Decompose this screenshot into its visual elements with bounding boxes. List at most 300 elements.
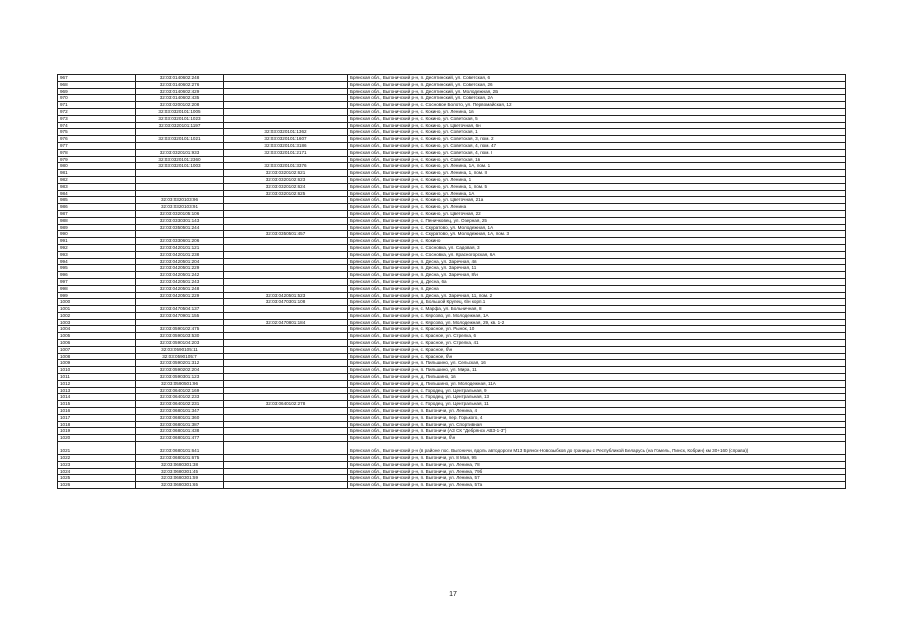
table-row bbox=[58, 156, 846, 163]
cadastral-number-cell: 32:03:0590105:7 bbox=[136, 353, 224, 360]
table-row bbox=[58, 183, 846, 190]
table-row bbox=[58, 414, 846, 421]
address-cell: Брянская обл., Выгоничский р-н, с. Городец, ул. Центральная, 11 bbox=[348, 401, 846, 408]
cadastral-number-cell: 32:03:0680101:438 bbox=[136, 428, 224, 435]
table-row bbox=[58, 238, 846, 245]
row-number-cell: 1007 bbox=[58, 346, 136, 353]
cadastral-number-cell: 32:03:0320103:91 bbox=[136, 204, 224, 211]
linked-cadastral-number-cell: 32:03:0640102:278 bbox=[224, 401, 348, 408]
linked-cadastral-number-cell bbox=[224, 210, 348, 217]
table-row bbox=[58, 278, 846, 285]
cadastral-number-cell: 32:03:0680101:347 bbox=[136, 408, 224, 415]
cadastral-number-cell bbox=[136, 319, 224, 326]
table-row bbox=[58, 272, 846, 279]
cadastral-number-cell: 32:03:0680301:38 bbox=[136, 461, 224, 468]
row-number-cell: 986 bbox=[58, 204, 136, 211]
cadastral-number-cell: 32:03:0680301:45 bbox=[136, 468, 224, 475]
address-cell: Брянская обл., Выгоничский р-н, с. Красное, ул. Рынок, 10 bbox=[348, 326, 846, 333]
row-number-cell: 976 bbox=[58, 136, 136, 143]
table-row bbox=[58, 435, 846, 442]
linked-cadastral-number-cell bbox=[224, 204, 348, 211]
table-row bbox=[58, 163, 846, 170]
address-cell: Брянская обл., Выгоничский р-н, с. Кокино, ул. Ленина, 1А, пом. 1 bbox=[348, 163, 846, 170]
table-row bbox=[58, 129, 846, 136]
cadastral-number-cell: 32:03:0330301:143 bbox=[136, 217, 224, 224]
cadastral-number-cell: 32:03:0590201:312 bbox=[136, 360, 224, 367]
address-cell: Брянская обл., Выгоничский р-н, с. Кокино, ул. Ленина, 1, пом. 5 bbox=[348, 183, 846, 190]
table-row bbox=[58, 115, 846, 122]
address-cell: Брянская обл., Выгоничский р-н, с. Сосновка, ул. Садовая, 3 bbox=[348, 244, 846, 251]
row-number-cell: 1003 bbox=[58, 319, 136, 326]
row-number-cell: 1006 bbox=[58, 340, 136, 347]
address-cell: Брянская обл., Выгоничский р-н, с. Сосновое Болото, ул. Первомайская, 12 bbox=[348, 102, 846, 109]
linked-cadastral-number-cell bbox=[224, 387, 348, 394]
row-number-cell: 996 bbox=[58, 272, 136, 279]
cadastral-number-cell bbox=[136, 299, 224, 306]
table-row bbox=[58, 102, 846, 109]
row-number-cell: 1018 bbox=[58, 421, 136, 428]
table-row bbox=[58, 468, 846, 475]
address-cell: Брянская обл., Выгоничский р-н, п. Десна, ул. Заречная, 11 bbox=[348, 265, 846, 272]
address-cell: Брянская обл., Выгоничский р-н, п. Выгоничи, ул. 8 Мая, 95 bbox=[348, 455, 846, 462]
linked-cadastral-number-cell bbox=[224, 244, 348, 251]
row-number-cell: 1022 bbox=[58, 455, 136, 462]
linked-cadastral-number-cell bbox=[224, 238, 348, 245]
table-row bbox=[58, 394, 846, 401]
table-row bbox=[58, 88, 846, 95]
row-number-cell: 985 bbox=[58, 197, 136, 204]
table-row bbox=[58, 170, 846, 177]
cadastral-number-cell: 32:03:0420101:238 bbox=[136, 251, 224, 258]
table-row bbox=[58, 482, 846, 489]
table-row bbox=[58, 421, 846, 428]
address-cell: Брянская обл., Выгоничский р-н, п. Десятинский, ул. Советская, 6 bbox=[348, 75, 846, 82]
linked-cadastral-number-cell: 32:03:0320101:1362 bbox=[224, 129, 348, 136]
cadastral-number-cell: 32:03:0320103:96 bbox=[136, 197, 224, 204]
address-cell: Брянская обл., Выгоничский р-н, п. Выгоничи, ул. Ленина, 57 bbox=[348, 475, 846, 482]
linked-cadastral-number-cell bbox=[224, 394, 348, 401]
table-row bbox=[58, 408, 846, 415]
linked-cadastral-number-cell bbox=[224, 265, 348, 272]
cadastral-number-cell: 32:03:0590104:203 bbox=[136, 340, 224, 347]
row-number-cell: 1005 bbox=[58, 333, 136, 340]
cadastral-number-cell: 32:03:0320101:1021 bbox=[136, 136, 224, 143]
cadastral-number-cell: 32:03:0320101:1003 bbox=[136, 163, 224, 170]
table-row bbox=[58, 265, 846, 272]
cadastral-number-cell: 32:03:0680101:641 bbox=[136, 442, 224, 455]
table-row bbox=[58, 360, 846, 367]
linked-cadastral-number-cell bbox=[224, 414, 348, 421]
row-number-cell: 977 bbox=[58, 142, 136, 149]
table-row bbox=[58, 210, 846, 217]
row-number-cell: 970 bbox=[58, 95, 136, 102]
row-number-cell: 975 bbox=[58, 129, 136, 136]
address-cell: Брянская обл., Выгоничский р-н, с. Кокино, ул. Советская, 1в bbox=[348, 156, 846, 163]
row-number-cell: 973 bbox=[58, 115, 136, 122]
linked-cadastral-number-cell: 32:03:0320101:3376 bbox=[224, 163, 348, 170]
cadastral-number-cell: 32:03:0140602:276 bbox=[136, 81, 224, 88]
address-cell: Брянская обл., Выгоничский р-н, п. Выгоничи, б\н bbox=[348, 435, 846, 442]
row-number-cell: 979 bbox=[58, 156, 136, 163]
linked-cadastral-number-cell bbox=[224, 455, 348, 462]
table-row bbox=[58, 367, 846, 374]
linked-cadastral-number-cell: 32:03:0320102:624 bbox=[224, 183, 348, 190]
address-cell: Брянская обл., Выгоничский р-н (в районе пос. Выгоничи, вдоль автодороги М13 Брянск-Новозыбков до границы с Республикой Беларусь (на Гомель, Пинск, Кобрин) км 30+160 (справа)) bbox=[348, 442, 846, 455]
linked-cadastral-number-cell bbox=[224, 75, 348, 82]
linked-cadastral-number-cell bbox=[224, 333, 348, 340]
row-number-cell: 982 bbox=[58, 176, 136, 183]
cadastral-number-cell bbox=[136, 170, 224, 177]
linked-cadastral-number-cell bbox=[224, 115, 348, 122]
linked-cadastral-number-cell bbox=[224, 285, 348, 292]
linked-cadastral-number-cell bbox=[224, 251, 348, 258]
table-row bbox=[58, 197, 846, 204]
row-number-cell: 1023 bbox=[58, 461, 136, 468]
cadastral-number-cell: 32:03:0320101:2360 bbox=[136, 156, 224, 163]
cadastral-number-cell: 32:03:0420501:229 bbox=[136, 292, 224, 299]
address-cell: Брянская обл., Выгоничский р-н, с. Кокино, ул. Цветочная, 22 bbox=[348, 210, 846, 217]
table-row bbox=[58, 81, 846, 88]
address-cell: Брянская обл., Выгоничский р-н, с. Кокино, ул. Ленина, 1А bbox=[348, 190, 846, 197]
cadastral-number-cell: 32:03:0320101:933 bbox=[136, 149, 224, 156]
property-register-table bbox=[57, 74, 846, 489]
address-cell: Брянская обл., Выгоничский р-н, с. Кокино, ул. Цветочная, 21а bbox=[348, 197, 846, 204]
linked-cadastral-number-cell: 32:03:0470301:108 bbox=[224, 299, 348, 306]
row-number-cell: 1020 bbox=[58, 435, 136, 442]
table-row bbox=[58, 244, 846, 251]
row-number-cell: 1002 bbox=[58, 312, 136, 319]
table-row bbox=[58, 285, 846, 292]
cadastral-number-cell: 32:03:0140602:429 bbox=[136, 88, 224, 95]
cadastral-number-cell: 32:03:0140602:435 bbox=[136, 95, 224, 102]
table-row bbox=[58, 204, 846, 211]
row-number-cell: 981 bbox=[58, 170, 136, 177]
address-cell: Брянская обл., Выгоничский р-н, с. Кокино, ул. Цветочная, 6н bbox=[348, 122, 846, 129]
address-cell: Брянская обл., Выгоничский р-н, п. Выгоничи, пер. Горького, 4 bbox=[348, 414, 846, 421]
linked-cadastral-number-cell bbox=[224, 224, 348, 231]
table-row bbox=[58, 306, 846, 313]
linked-cadastral-number-cell bbox=[224, 428, 348, 435]
row-number-cell: 1011 bbox=[58, 374, 136, 381]
address-cell: Брянская обл., Выгоничский р-н, с. Красное, ул. Стрелка, 6 bbox=[348, 333, 846, 340]
cadastral-number-cell bbox=[136, 176, 224, 183]
cadastral-number-cell: 32:03:0320101:1197 bbox=[136, 122, 224, 129]
linked-cadastral-number-cell bbox=[224, 88, 348, 95]
table-row bbox=[58, 346, 846, 353]
address-cell: Брянская обл., Выгоничский р-н, п. Выгоничи, ул. Спортивная bbox=[348, 421, 846, 428]
cadastral-number-cell: 32:03:0640102:233 bbox=[136, 394, 224, 401]
cadastral-number-cell: 32:03:0680301:59 bbox=[136, 475, 224, 482]
linked-cadastral-number-cell bbox=[224, 95, 348, 102]
cadastral-number-cell: 32:03:0420501:229 bbox=[136, 265, 224, 272]
row-number-cell: 984 bbox=[58, 190, 136, 197]
address-cell: Брянская обл., Выгоничский р-н, с. Марфа, ул. Больничная, 8 bbox=[348, 306, 846, 313]
linked-cadastral-number-cell bbox=[224, 346, 348, 353]
linked-cadastral-number-cell: 32:03:0420501:523 bbox=[224, 292, 348, 299]
table-row bbox=[58, 428, 846, 435]
cadastral-number-cell: 32:03:0420501:242 bbox=[136, 272, 224, 279]
row-number-cell: 967 bbox=[58, 75, 136, 82]
page-number: 17 bbox=[449, 591, 457, 598]
linked-cadastral-number-cell bbox=[224, 102, 348, 109]
cadastral-number-cell bbox=[136, 190, 224, 197]
cadastral-number-cell: 32:03:0420501:243 bbox=[136, 278, 224, 285]
cadastral-number-cell: 32:03:0350501:244 bbox=[136, 224, 224, 231]
cadastral-number-cell bbox=[136, 183, 224, 190]
table-row bbox=[58, 319, 846, 326]
linked-cadastral-number-cell bbox=[224, 374, 348, 381]
cadastral-number-cell: 32:03:0320105:106 bbox=[136, 210, 224, 217]
address-cell: Брянская обл., Выгоничский р-н, д. Большой Крупец, 6\н корп.1 bbox=[348, 299, 846, 306]
row-number-cell: 1026 bbox=[58, 482, 136, 489]
address-cell: Брянская обл., Выгоничский р-н, с. Пеничковец, ул. Озерная, 25 bbox=[348, 217, 846, 224]
table-row bbox=[58, 442, 846, 455]
row-number-cell: 1014 bbox=[58, 394, 136, 401]
linked-cadastral-number-cell: 32:03:0320101:3186 bbox=[224, 142, 348, 149]
linked-cadastral-number-cell bbox=[224, 435, 348, 442]
address-cell: Брянская обл., Выгоничский р-н, д. Пильшино, ул. Молодежная, 11А bbox=[348, 380, 846, 387]
table-row bbox=[58, 340, 846, 347]
address-cell: Брянская обл., Выгоничский р-н, п. Десна bbox=[348, 285, 846, 292]
row-number-cell: 969 bbox=[58, 88, 136, 95]
table-row bbox=[58, 176, 846, 183]
row-number-cell: 1008 bbox=[58, 353, 136, 360]
linked-cadastral-number-cell bbox=[224, 81, 348, 88]
address-cell: Брянская обл., Выгоничский р-н, п. Пильшино, ул. Мира, 11 bbox=[348, 367, 846, 374]
cadastral-number-cell bbox=[136, 142, 224, 149]
address-cell: Брянская обл., Выгоничский р-н, п. Десна, ул. Заречная, 8\н bbox=[348, 272, 846, 279]
address-cell: Брянская обл., Выгоничский р-н, п. Выгоничи (АЗ СК "Дебрянск АВЗ-1-3") bbox=[348, 428, 846, 435]
address-cell: Брянская обл., Выгоничский р-н, с. Кокино, ул. Советская, 4, пом. 47 bbox=[348, 142, 846, 149]
linked-cadastral-number-cell bbox=[224, 312, 348, 319]
row-number-cell: 983 bbox=[58, 183, 136, 190]
linked-cadastral-number-cell bbox=[224, 442, 348, 455]
address-cell: Брянская обл., Выгоничский р-н, с. Кокино, ул. Советская, 1 bbox=[348, 129, 846, 136]
table-row bbox=[58, 142, 846, 149]
cadastral-number-cell: 32:03:0200102:208 bbox=[136, 102, 224, 109]
cadastral-number-cell: 32:03:0680301:65 bbox=[136, 482, 224, 489]
table-row bbox=[58, 108, 846, 115]
linked-cadastral-number-cell: 32:03:0320102:625 bbox=[224, 190, 348, 197]
cadastral-number-cell: 32:03:0320101:1023 bbox=[136, 115, 224, 122]
row-number-cell: 1021 bbox=[58, 442, 136, 455]
linked-cadastral-number-cell bbox=[224, 326, 348, 333]
address-cell: Брянская обл., Выгоничский р-н, д. Десна, 6а bbox=[348, 278, 846, 285]
row-number-cell: 1013 bbox=[58, 387, 136, 394]
row-number-cell: 1009 bbox=[58, 360, 136, 367]
cadastral-number-cell: 32:03:0680101:360 bbox=[136, 414, 224, 421]
table-row bbox=[58, 149, 846, 156]
linked-cadastral-number-cell: 32:03:0320101:2171 bbox=[224, 149, 348, 156]
cadastral-number-cell: 32:03:0420501:248 bbox=[136, 285, 224, 292]
cadastral-number-cell: 32:03:0470901:155 bbox=[136, 312, 224, 319]
table-row bbox=[58, 258, 846, 265]
table-row bbox=[58, 387, 846, 394]
row-number-cell: 991 bbox=[58, 238, 136, 245]
cadastral-number-cell: 32:03:0680101:477 bbox=[136, 435, 224, 442]
row-number-cell: 1024 bbox=[58, 468, 136, 475]
cadastral-number-cell: 32:03:0590501:96 bbox=[136, 380, 224, 387]
linked-cadastral-number-cell bbox=[224, 408, 348, 415]
table-row bbox=[58, 224, 846, 231]
row-number-cell: 1016 bbox=[58, 408, 136, 415]
address-cell: Брянская обл., Выгоничский р-н, с. Кокино, ул. Ленина, 1, пом. II bbox=[348, 170, 846, 177]
cadastral-number-cell: 32:03:0590301:123 bbox=[136, 374, 224, 381]
address-cell: Брянская обл., Выгоничский р-н, с. Красное, б\н bbox=[348, 346, 846, 353]
table-row bbox=[58, 95, 846, 102]
cadastral-number-cell: 32:03:0590103:530 bbox=[136, 333, 224, 340]
table-body bbox=[58, 75, 846, 489]
row-number-cell: 1025 bbox=[58, 475, 136, 482]
row-number-cell: 971 bbox=[58, 102, 136, 109]
table-row bbox=[58, 333, 846, 340]
cadastral-number-cell: 32:03:0420501:204 bbox=[136, 258, 224, 265]
linked-cadastral-number-cell bbox=[224, 380, 348, 387]
row-number-cell: 989 bbox=[58, 224, 136, 231]
cadastral-number-cell: 32:03:0590202:204 bbox=[136, 367, 224, 374]
row-number-cell: 988 bbox=[58, 217, 136, 224]
address-cell: Брянская обл., Выгоничский р-н, с. Сосновка, ул. Красногорская, 6А bbox=[348, 251, 846, 258]
cadastral-number-cell: 32:03:0140602:248 bbox=[136, 75, 224, 82]
address-cell: Брянская обл., Выгоничский р-н, с. Городец, ул. Центральная, 9 bbox=[348, 387, 846, 394]
address-cell: Брянская обл., Выгоничский р-н, с. Скуратово, ул. Молодежная, 1А bbox=[348, 224, 846, 231]
linked-cadastral-number-cell bbox=[224, 367, 348, 374]
cadastral-number-cell bbox=[136, 231, 224, 238]
row-number-cell: 980 bbox=[58, 163, 136, 170]
address-cell: Брянская обл., Выгоничский р-н, п. Выгоничи, ул. Ленина, 4 bbox=[348, 408, 846, 415]
cadastral-number-cell bbox=[136, 129, 224, 136]
row-number-cell: 1000 bbox=[58, 299, 136, 306]
linked-cadastral-number-cell: 32:03:0320102:623 bbox=[224, 176, 348, 183]
row-number-cell: 997 bbox=[58, 278, 136, 285]
table-row bbox=[58, 190, 846, 197]
cadastral-number-cell: 32:03:0330601:206 bbox=[136, 238, 224, 245]
address-cell: Брянская обл., Выгоничский р-н, с. Кярсово, ул. Молодежная, 1А bbox=[348, 312, 846, 319]
row-number-cell: 1004 bbox=[58, 326, 136, 333]
row-number-cell: 995 bbox=[58, 265, 136, 272]
address-cell: Брянская обл., Выгоничский р-н, п. Выгоничи, ул. Ленина, 79б bbox=[348, 468, 846, 475]
linked-cadastral-number-cell bbox=[224, 197, 348, 204]
cadastral-number-cell: 32:03:0680101:387 bbox=[136, 421, 224, 428]
address-cell: Брянская обл., Выгоничский р-н, с. Кокино, ул. Ленина, 1в bbox=[348, 108, 846, 115]
address-cell: Брянская обл., Выгоничский р-н, с. Кокино, ул. Советская, 4, пом. I bbox=[348, 149, 846, 156]
linked-cadastral-number-cell bbox=[224, 306, 348, 313]
table-row bbox=[58, 299, 846, 306]
row-number-cell: 992 bbox=[58, 244, 136, 251]
cadastral-number-cell: 32:03:0420101:121 bbox=[136, 244, 224, 251]
linked-cadastral-number-cell: 32:03:0320101:1607 bbox=[224, 136, 348, 143]
row-number-cell: 1015 bbox=[58, 401, 136, 408]
table-row bbox=[58, 353, 846, 360]
cadastral-number-cell: 32:03:0590102:475 bbox=[136, 326, 224, 333]
table-row bbox=[58, 461, 846, 468]
linked-cadastral-number-cell bbox=[224, 475, 348, 482]
cadastral-number-cell: 32:03:0640102:169 bbox=[136, 387, 224, 394]
address-cell: Брянская обл., Выгоничский р-н, с. Кярсово, ул. Молодежная, 29, кв. 1-2 bbox=[348, 319, 846, 326]
address-cell: Брянская обл., Выгоничский р-н, п. Десна, ул. Заречная, 4в bbox=[348, 258, 846, 265]
cadastral-number-cell: 32:03:0470504:137 bbox=[136, 306, 224, 313]
address-cell: Брянская обл., Выгоничский р-н, с. Кокино, ул. Советская, 5 bbox=[348, 115, 846, 122]
linked-cadastral-number-cell bbox=[224, 421, 348, 428]
row-number-cell: 1012 bbox=[58, 380, 136, 387]
linked-cadastral-number-cell bbox=[224, 461, 348, 468]
address-cell: Брянская обл., Выгоничский р-н, с. Кокино bbox=[348, 238, 846, 245]
linked-cadastral-number-cell bbox=[224, 258, 348, 265]
address-cell: Брянская обл., Выгоничский р-н, с. Городец, ул. Центральная, 13 bbox=[348, 394, 846, 401]
table-row bbox=[58, 217, 846, 224]
linked-cadastral-number-cell bbox=[224, 482, 348, 489]
address-cell: Брянская обл., Выгоничский р-н, п. Выгоничи, ул. Ленина, 57а bbox=[348, 482, 846, 489]
row-number-cell: 1019 bbox=[58, 428, 136, 435]
linked-cadastral-number-cell bbox=[224, 340, 348, 347]
table-row bbox=[58, 401, 846, 408]
address-cell: Брянская обл., Выгоничский р-н, с. Кокино, ул. Советская, 3, пом. 2 bbox=[348, 136, 846, 143]
linked-cadastral-number-cell bbox=[224, 468, 348, 475]
cadastral-number-cell: 32:03:0640102:231 bbox=[136, 401, 224, 408]
linked-cadastral-number-cell bbox=[224, 278, 348, 285]
cadastral-number-cell: 32:03:0590105:11 bbox=[136, 346, 224, 353]
linked-cadastral-number-cell bbox=[224, 108, 348, 115]
address-cell: Брянская обл., Выгоничский р-н, с. Кокино, ул. Ленина, 1 bbox=[348, 176, 846, 183]
row-number-cell: 968 bbox=[58, 81, 136, 88]
table-row bbox=[58, 136, 846, 143]
table-row bbox=[58, 455, 846, 462]
table-row bbox=[58, 251, 846, 258]
table-row bbox=[58, 312, 846, 319]
cadastral-number-cell: 32:03:0680101:675 bbox=[136, 455, 224, 462]
address-cell: Брянская обл., Выгоничский р-н, п. Десятинский, ул. Молодежная, 2Б bbox=[348, 88, 846, 95]
linked-cadastral-number-cell: 32:03:0350501:457 bbox=[224, 231, 348, 238]
linked-cadastral-number-cell: 32:03:0320102:621 bbox=[224, 170, 348, 177]
table-row bbox=[58, 475, 846, 482]
address-cell: Брянская обл., Выгоничский р-н, п. Выгоничи, ул. Ленина, 78 bbox=[348, 461, 846, 468]
row-number-cell: 994 bbox=[58, 258, 136, 265]
table-row bbox=[58, 292, 846, 299]
row-number-cell: 974 bbox=[58, 122, 136, 129]
linked-cadastral-number-cell bbox=[224, 217, 348, 224]
row-number-cell: 990 bbox=[58, 231, 136, 238]
address-cell: Брянская обл., Выгоничский р-н, п. Десятинский, ул. Советская, 26 bbox=[348, 81, 846, 88]
row-number-cell: 998 bbox=[58, 285, 136, 292]
address-cell: Брянская обл., Выгоничский р-н, с. Скуратово, ул. Молодежная, 1А, пом. 3 bbox=[348, 231, 846, 238]
row-number-cell: 999 bbox=[58, 292, 136, 299]
address-cell: Брянская обл., Выгоничский р-н, п. Десятинский, ул. Советская, 2А bbox=[348, 95, 846, 102]
table-row bbox=[58, 75, 846, 82]
address-cell: Брянская обл., Выгоничский р-н, п. Пильшино, ул. Сельская, 16 bbox=[348, 360, 846, 367]
row-number-cell: 1010 bbox=[58, 367, 136, 374]
linked-cadastral-number-cell bbox=[224, 353, 348, 360]
linked-cadastral-number-cell bbox=[224, 360, 348, 367]
row-number-cell: 978 bbox=[58, 149, 136, 156]
address-cell: Брянская обл., Выгоничский р-н, с. Кокино, ул. Ленина bbox=[348, 204, 846, 211]
row-number-cell: 987 bbox=[58, 210, 136, 217]
linked-cadastral-number-cell bbox=[224, 122, 348, 129]
address-cell: Брянская обл., Выгоничский р-н, п. Десна, ул. Заречная, 11, пом. 2 bbox=[348, 292, 846, 299]
address-cell: Брянская обл., Выгоничский р-н, д. Пильшино, 1в bbox=[348, 374, 846, 381]
linked-cadastral-number-cell bbox=[224, 156, 348, 163]
row-number-cell: 972 bbox=[58, 108, 136, 115]
table-row bbox=[58, 326, 846, 333]
address-cell: Брянская обл., Выгоничский р-н, с. Красное, б\н bbox=[348, 353, 846, 360]
linked-cadastral-number-cell: 32:02:0470801:184 bbox=[224, 319, 348, 326]
table-row bbox=[58, 374, 846, 381]
row-number-cell: 1001 bbox=[58, 306, 136, 313]
table-row bbox=[58, 122, 846, 129]
cadastral-number-cell: 32:03:0320101:1005 bbox=[136, 108, 224, 115]
row-number-cell: 993 bbox=[58, 251, 136, 258]
table-row bbox=[58, 231, 846, 238]
table-row bbox=[58, 380, 846, 387]
